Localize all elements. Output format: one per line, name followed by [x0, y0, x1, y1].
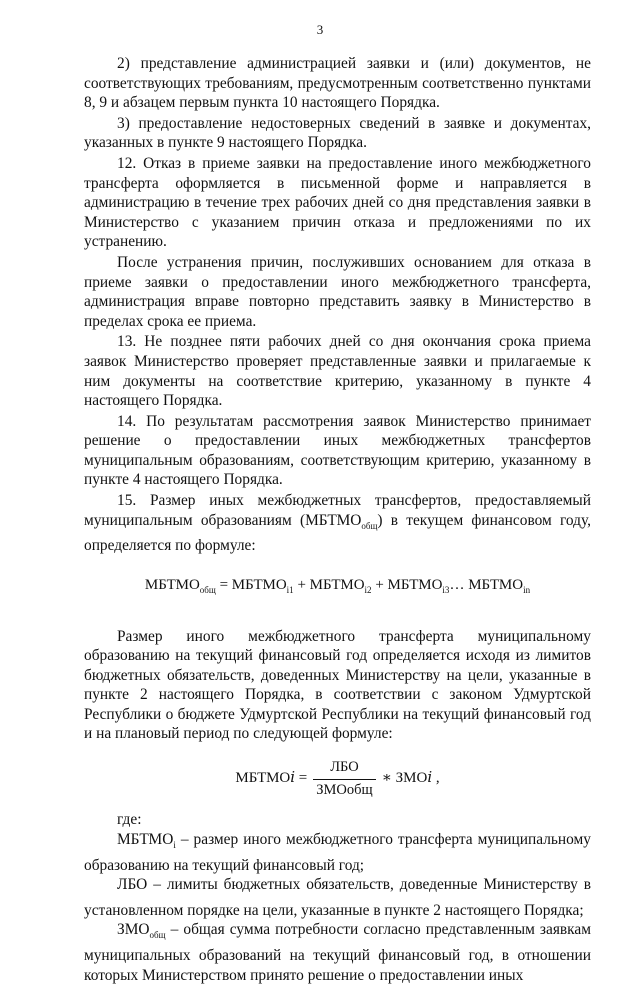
- paragraph-item-2: 2) представление администрацией заявки и (или) документов, не соответствующих требованиям, предусмотренным соответственно пунктами 8, 9 и абзацем первым пункта 10 настоящего Порядка.: [84, 55, 591, 112]
- formula-individual-transfer: [84, 758, 591, 800]
- definition-text: – общая сумма потребности согласно представленным заявкам муниципальных образований на текущий финансовый год, в отношении которых Министерством принято решение о предоставлении иных: [84, 921, 591, 984]
- formula-lhs: МБТМО𝑖 =: [235, 770, 308, 787]
- fraction-numerator: ЛБО: [330, 759, 359, 776]
- definition-subscript: i: [173, 839, 176, 850]
- formula-plus: +: [371, 576, 388, 593]
- definition-item: [84, 875, 591, 920]
- clause-15-text-start: 15. Размер иных межбюджетных трансфертов, предоставляемый муниципальным образованиям (МБТМО: [84, 492, 591, 529]
- formula-ellipsis: …: [449, 576, 469, 593]
- fraction-denominator: ЗМОобщ: [316, 781, 373, 798]
- formula-subscript: i2: [364, 584, 372, 595]
- formula-term: МБТМО: [144, 576, 200, 593]
- paragraph-item-3: 3) предоставление недостоверных сведений в заявке и документах, указанных в пункте 9 настоящего Порядка.: [84, 114, 591, 152]
- definition-item: [84, 920, 591, 985]
- definition-text: – размер иного межбюджетного трансферта муниципальному образованию на текущий финансовый год;: [84, 830, 591, 874]
- definition-term: ЗМО: [117, 921, 150, 939]
- formula-fraction: [313, 758, 375, 800]
- formula-term: МБТМО: [309, 576, 365, 593]
- definition-subscript: общ: [149, 930, 166, 941]
- document-body: [84, 54, 591, 985]
- definition-term: МБТМО: [117, 830, 174, 848]
- formula-subscript: общ: [199, 584, 216, 595]
- paragraph-transfer-size: Размер иного межбюджетного трансферта муниципальному образованию на текущий финансовый год определяется исходя из лимитов бюджетных обязательств, доведенных Министерству на цели, указанные в пункте 2 настоящего Порядка, в соответствии с законом Удмуртской Республики о бюджете Удмуртской Республики на текущий финансовый год и на плановый период по следующей формуле:: [84, 627, 591, 743]
- formula-subscript: i1: [286, 584, 294, 595]
- clause-15-subscript: общ: [361, 520, 378, 531]
- formula-rhs: ∗ ЗМО𝑖 ,: [381, 770, 440, 787]
- paragraph-resubmission: После устранения причин, послуживших основанием для отказа в приеме заявки о предоставлении иного межбюджетного трансферта, администрация вправе повторно представить заявку в Министерство в пределах срока ее приема.: [84, 253, 591, 330]
- formula-term: МБТМО: [387, 576, 443, 593]
- formula-total-transfer: [84, 576, 591, 601]
- paragraph-clause-15: [84, 491, 591, 556]
- clause-15-text-end: ) в текущем финансовом году, определяется по формуле:: [84, 511, 591, 555]
- definition-term: ЛБО: [117, 876, 148, 894]
- formula-plus: +: [293, 576, 310, 593]
- paragraph-clause-13: 13. Не позднее пяти рабочих дней со дня окончания срока приема заявок Министерство проверяет представленные заявки и прилагаемые к ним документы на соответствие критерию, указанному в пункте 4 настоящего Порядка.: [84, 333, 591, 410]
- paragraph-clause-12: 12. Отказ в приеме заявки на предоставление иного межбюджетного трансферта оформляется в письменной форме и направляется в администрацию в течение трех рабочих дней со дня представления заявки в Министерство с указанием причин отказа и предложениями по их устранению.: [84, 154, 591, 251]
- formula-equals: =: [215, 576, 232, 593]
- paragraph-clause-14: 14. По результатам рассмотрения заявок Министерство принимает решение о предоставлении иных межбюджетных трансфертов муниципальным образованиям, соответствующим критерию, указанному в пункте 4 настоящего Порядка.: [84, 412, 591, 489]
- page-number: 3: [316, 22, 324, 37]
- formula-subscript: i3: [442, 584, 450, 595]
- definition-text: – лимиты бюджетных обязательств, доведенные Министерству в установленном порядке на цели, указанные в пункте 2 настоящего Порядка;: [84, 876, 591, 919]
- where-label: где:: [117, 811, 142, 829]
- formula-term: МБТМО: [468, 576, 524, 593]
- formula-subscript: in: [523, 584, 531, 595]
- formula-term: МБТМО: [231, 576, 287, 593]
- definition-item: [84, 830, 591, 875]
